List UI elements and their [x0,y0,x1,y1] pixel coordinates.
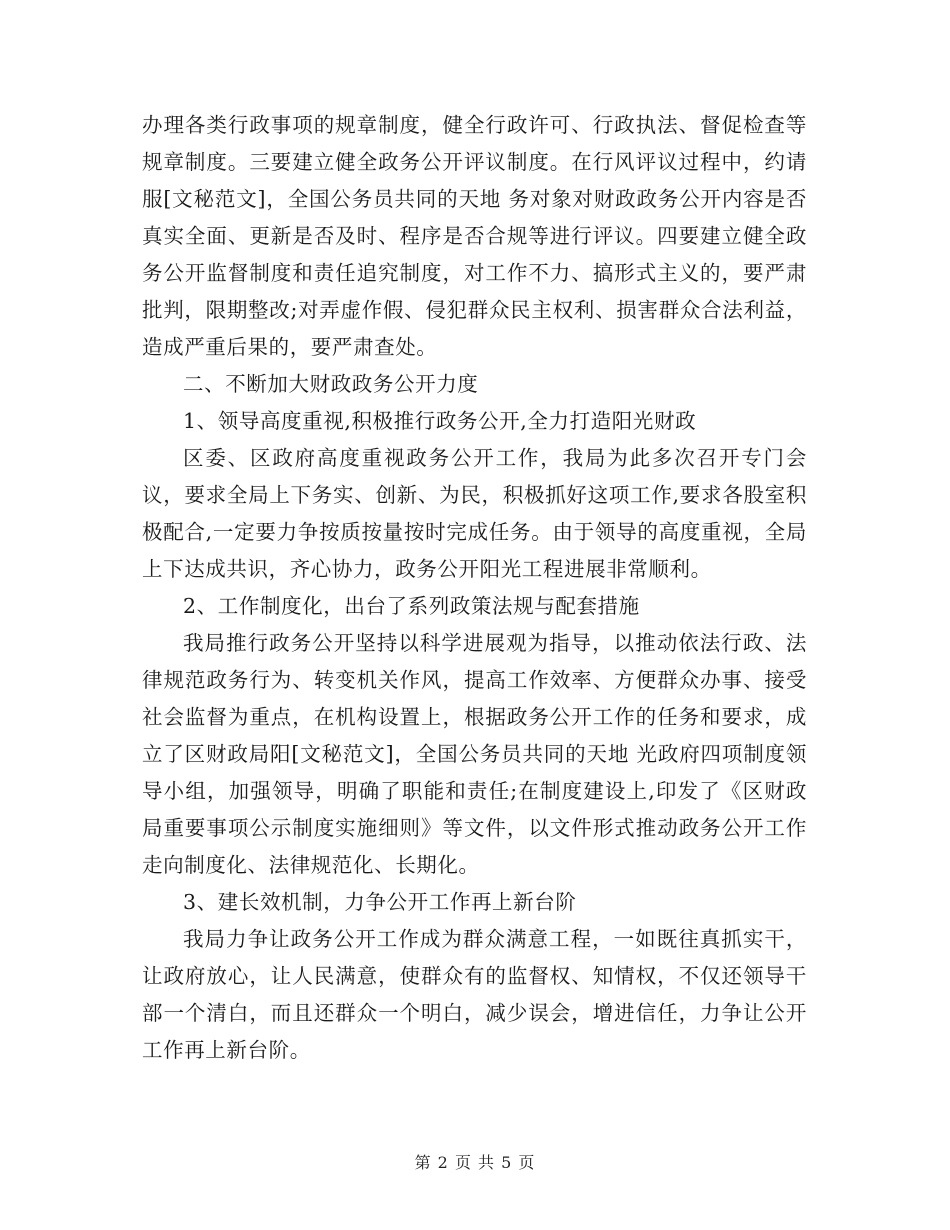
paragraph-2: 区委、区政府高度重视政务公开工作，我局为此多次召开专门会议，要求全局上下务实、创新、为民，积极抓好这项工作,要求各股室积极配合,一定要力争按质按量按时完成任务。由于领导的高度重视，全局上下达成共识，齐心协力，政务公开阳光工程进展非常顺利。 [142,446,807,581]
page-number-footer: 第 2 页 共 5 页 [414,1153,536,1172]
paragraph-3: 我局推行政务公开坚持以科学进展观为指导，以推动依法行政、法律规范政务行为、转变机关作风，提高工作效率、方便群众办事、接受社会监督为重点，在机构设置上，根据政务公开工作的任务和要求，成立了区财政局阳[文秘范文]，全国公务员共同的天地 光政府四项制度领导小组，加强领导，明确了职能和责任;在制度建设上,印发了《区财政局重要事项公示制度实施细则》等文件，以文件形式推动政务公开工作走向制度化、法律规范化、长期化。 [142,631,807,877]
subheading-2: 2、工作制度化，出台了系列政策法规与配套措施 [183,594,640,618]
subheading-3: 3、建长效机制，力争公开工作再上新台阶 [183,890,577,914]
section-heading-2: 二、不断加大财政政务公开力度 [183,372,479,396]
paragraph-4: 我局力争让政务公开工作成为群众满意工程，一如既往真抓实干，让政府放心，让人民满意，使群众有的监督权、知情权，不仅还领导干部一个清白，而且还群众一个明白，减少误会，增进信任，力争让公开工作再上新台阶。 [142,927,807,1062]
paragraph-1: 办理各类行政事项的规章制度，健全行政许可、行政执法、督促检查等规章制度。三要建立健全政务公开评议制度。在行风评议过程中，约请服[文秘范文]，全国公务员共同的天地 务对象对财政政务公开内容是否真实全面、更新是否及时、程序是否合规等进行评议。四要建立健全政务公开监督制度和责任追究制度，对工作不力、搞形式主义的，要严肃批判，限期整改;对弄虚作假、侵犯群众民主权利、损害群众合法利益，造成严重后果的，要严肃查处。 [142,113,807,359]
document-body [142,107,807,1069]
subheading-1: 1、领导高度重视,积极推行政务公开,全力打造阳光财政 [183,409,697,433]
